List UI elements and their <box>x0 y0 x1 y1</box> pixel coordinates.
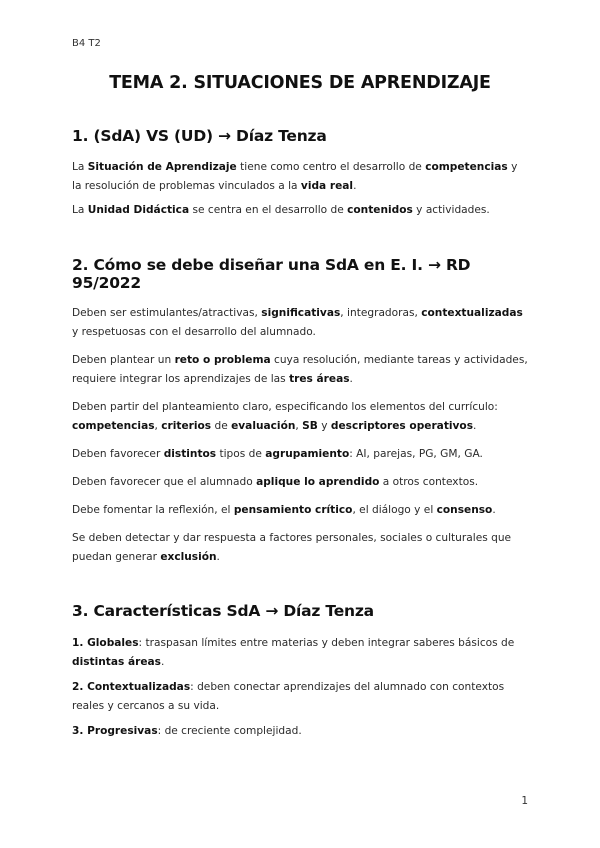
bold-text: competencias <box>425 161 508 173</box>
bold-text: distintos <box>163 448 217 460</box>
bold-text: contextualizadas <box>421 307 523 319</box>
bold-text: exclusión <box>160 551 217 563</box>
bold-text: Situación de Aprendizaje <box>87 161 237 173</box>
paragraph: Se deben detectar y dar respuesta a factores personales, sociales o culturales que puedan generar exclusión. <box>72 532 512 563</box>
section-heading: 3. Características SdA → Díaz Tenza <box>72 602 374 620</box>
paragraph: Deben favorecer distintos tipos de agrupamiento: AI, parejas, PG, GM, GA. <box>72 448 483 460</box>
section-heading: 2. Cómo se debe diseñar una SdA en E. I. → RD 95/2022 <box>72 256 471 292</box>
paragraph: La Unidad Didáctica se centra en el desarrollo de contenidos y actividades. <box>72 204 490 216</box>
bold-text: agrupamiento <box>265 448 350 460</box>
paragraph: Deben ser estimulantes/atractivas, significativas, integradoras, contextualizadas y respetuosas con el desarrollo del alumnado. <box>72 307 523 338</box>
paragraph: La Situación de Aprendizaje tiene como centro el desarrollo de competencias y la resolución de problemas vinculados a la vida real. <box>72 161 518 192</box>
page-title: TEMA 2. SITUACIONES DE APRENDIZAJE <box>109 73 491 93</box>
paragraph: Debe fomentar la reflexión, el pensamiento crítico, el diálogo y el consenso. <box>72 504 496 516</box>
section-3 <box>72 602 528 741</box>
bold-text: contenidos <box>347 204 413 216</box>
bold-text: significativas <box>261 307 341 319</box>
bold-text: competencias <box>72 420 155 432</box>
section-heading: 1. (SdA) VS (UD) → Díaz Tenza <box>72 127 327 145</box>
paragraph: Deben favorecer que el alumnado aplique lo aprendido a otros contextos. <box>72 476 479 488</box>
section-2 <box>72 256 528 567</box>
section-1 <box>72 127 528 220</box>
bold-text: evaluación <box>231 420 296 432</box>
bold-text: 1. Globales <box>72 637 139 649</box>
paragraph: 2. Contextualizadas: deben conectar aprendizajes del alumnado con contextos reales y cercanos a su vida. <box>72 681 505 712</box>
bold-text: consenso <box>436 504 493 516</box>
paragraph: 1. Globales: traspasan límites entre materias y deben integrar saberes básicos de distintas áreas. <box>72 637 515 668</box>
bold-text: descriptores operativos <box>330 420 474 432</box>
bold-text: tres áreas <box>289 373 350 385</box>
bold-text: reto o problema <box>174 354 271 366</box>
bold-text: pensamiento crítico <box>233 504 353 516</box>
bold-text: aplique lo aprendido <box>256 476 380 488</box>
page-number: 1 <box>521 795 528 807</box>
bold-text: vida real <box>300 180 354 192</box>
bold-text: 2. Contextualizadas <box>72 681 191 693</box>
header-tag: B4 T2 <box>72 38 101 49</box>
bold-text: distintas áreas <box>72 656 161 668</box>
paragraph: Deben plantear un reto o problema cuya resolución, mediante tareas y actividades, requiere integrar los aprendizajes de las tres áreas. <box>72 354 528 385</box>
bold-text: 3. Progresivas <box>72 725 158 737</box>
bold-text: criterios <box>161 420 212 432</box>
bold-text: SB <box>302 420 318 432</box>
paragraph: Deben partir del planteamiento claro, especificando los elementos del currículo: competencias, criterios de evaluación, SB y descriptores operativos. <box>72 401 498 432</box>
paragraph: 3. Progresivas: de creciente complejidad. <box>72 725 302 737</box>
bold-text: Unidad Didáctica <box>87 204 190 216</box>
